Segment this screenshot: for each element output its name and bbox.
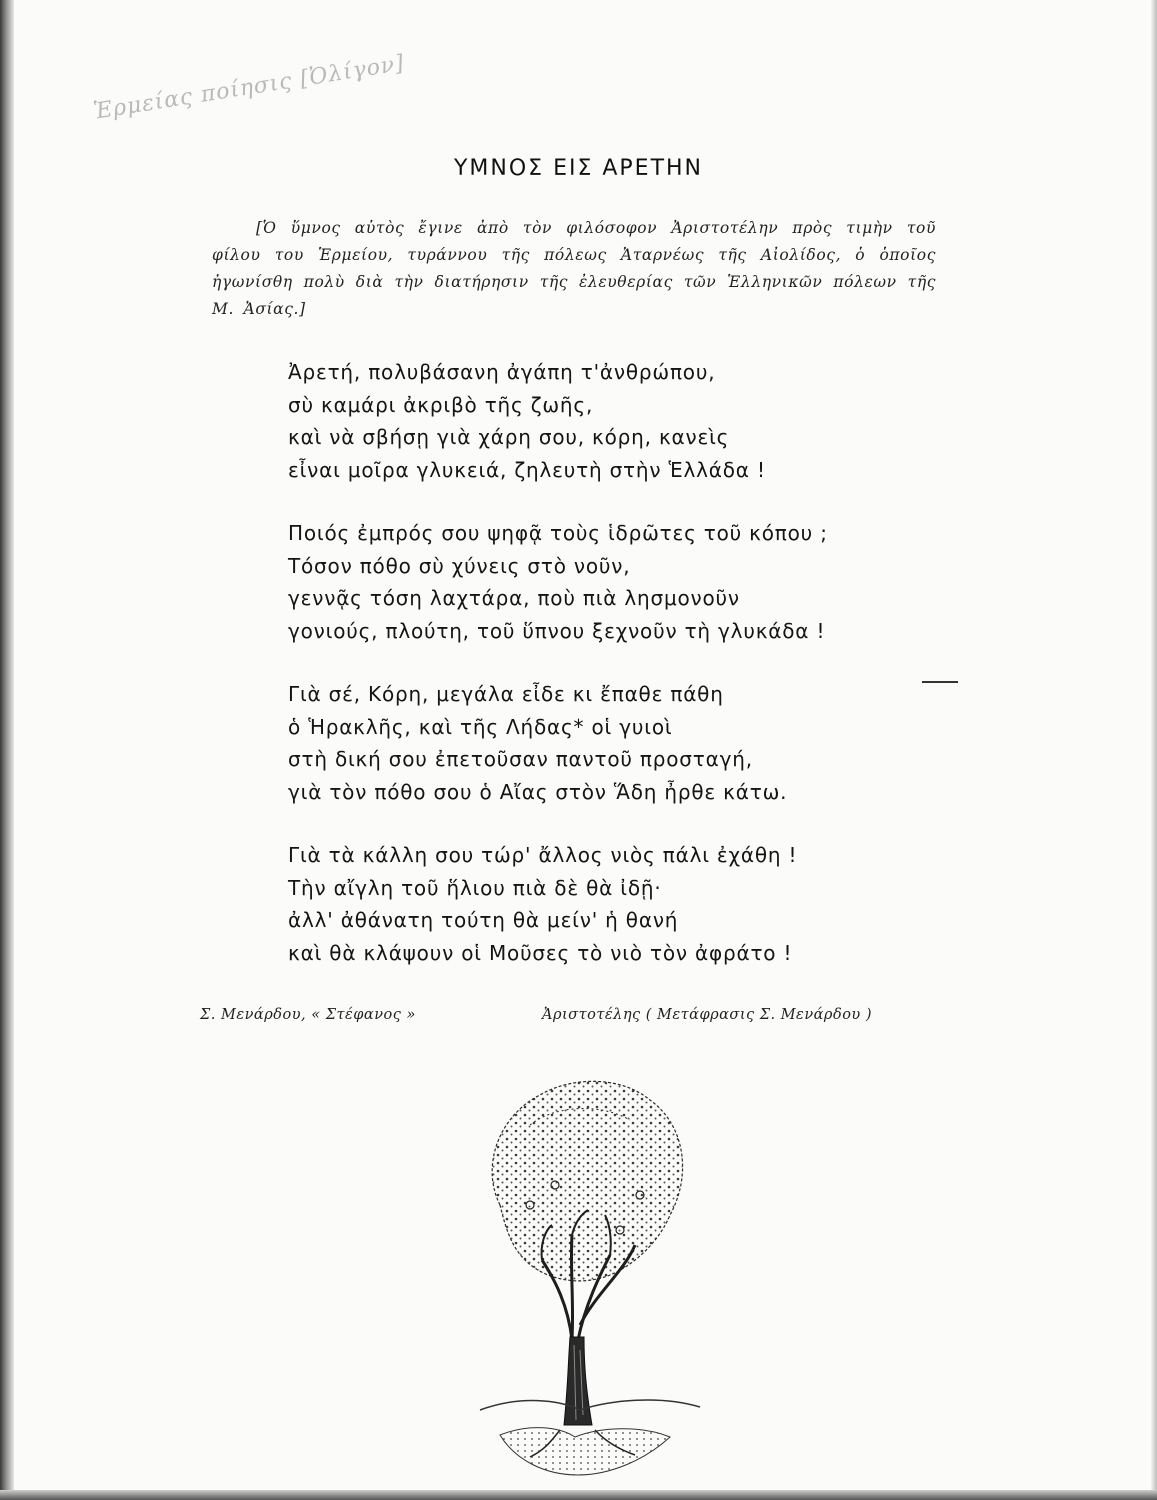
intro-paragraph: [Ὁ ὕμνος αὐτὸς ἔγινε ἀπὸ τὸν φιλόσοφον Ἀριστοτέλην πρὸς τιμὴν τοῦ φίλου του Ἑρμείου, τυράννου τῆς πόλεως Ἀταρνέως τῆς Αἰολίδος, ὁ ὁποῖος ἠγωνίσθη πολὺ διὰ τὴν διατήρησιν τῆς ἐλευθερίας τῶν Ἑλληνικῶν πόλεων τῆς Μ. Ἀσίας.] — [212, 219, 936, 318]
stanza-4 — [288, 839, 948, 969]
scan-edge-right — [1151, 0, 1157, 1500]
verse-line: Γιὰ τὰ κάλλη σου τώρ' ἄλλος νιὸς πάλι ἐχάθη ! — [288, 843, 798, 867]
verse-line: γονιούς, πλούτη, τοῦ ὕπνου ξεχνοῦν τὴ γλυκάδα ! — [288, 618, 826, 643]
verse-line: ἀλλ' ἀθάνατη τούτη θὰ μείν' ἡ θανή — [288, 908, 679, 932]
verse-line: ὁ Ἡρακλῆς, καὶ τῆς Λήδας* οἱ γυιοὶ — [288, 714, 673, 739]
tree-illustration — [460, 1065, 710, 1490]
page-title: ΥΜΝΟΣ ΕΙΣ ΑΡΕΤΗΝ — [453, 156, 704, 181]
verse-line: Τόσον πόθο σὺ χύνεις στὸ νοῦν, — [288, 553, 631, 578]
handwritten-note: Ἑρμείας ποίησις [Ὀλίγον] — [92, 50, 407, 125]
verse-line: στὴ δική σου ἐπετοῦσαν παντοῦ προσταγή, — [288, 747, 753, 771]
verse-line: Ποιός ἐμπρός σου ψηφᾷ τοὺς ἱδρῶτες τοῦ κόπου ; — [288, 521, 828, 545]
verse-line: σὺ καμάρι ἀκριβὸ τῆς ζωῆς, — [288, 392, 594, 417]
verse-line: γιὰ τὸν πόθο σου ὁ Αἴας στὸν Ἅδη ἦρθε κάτω. — [288, 779, 788, 804]
margin-dash — [922, 681, 958, 683]
verse-line: καὶ θὰ κλάψουν οἱ Μοῦσες τὸ νιὸ τὸν ἀφράτο ! — [288, 940, 793, 965]
verse-line: Τὴν αἴγλη τοῦ ἥλιου πιὰ δὲ θὰ ἰδῇ· — [288, 875, 662, 900]
verse-line: γεννᾷς τόση λαχτάρα, ποὺ πιὰ λησμονοῦν — [288, 586, 740, 610]
stanza-2 — [288, 517, 948, 647]
verse-line: Γιὰ σέ, Κόρη, μεγάλα εἶδε κι ἔπαθε πάθη — [288, 682, 724, 706]
verse-line: Ἀρετή, πολυβάσανη ἀγάπη τ'ἀνθρώπου, — [288, 360, 716, 384]
stanza-1 — [288, 356, 948, 486]
scan-edge-bottom — [0, 1490, 1157, 1500]
footnote: Σ. Μενάρδου, « Στέφανος » — [200, 1007, 416, 1023]
stanza-3 — [288, 678, 948, 808]
attribution: Ἀριστοτέλης ( Μετάφρασις Σ. Μενάρδου ) — [542, 1007, 872, 1023]
poem — [288, 356, 948, 1000]
verse-line: καὶ νὰ σβήσῃ γιὰ χάρη σου, κόρη, κανεὶς — [288, 425, 730, 449]
scan-edge-left — [0, 0, 14, 1500]
verse-line: εἶναι μοῖρα γλυκειά, ζηλευτὴ στὴν Ἑλλάδα ! — [288, 457, 766, 482]
